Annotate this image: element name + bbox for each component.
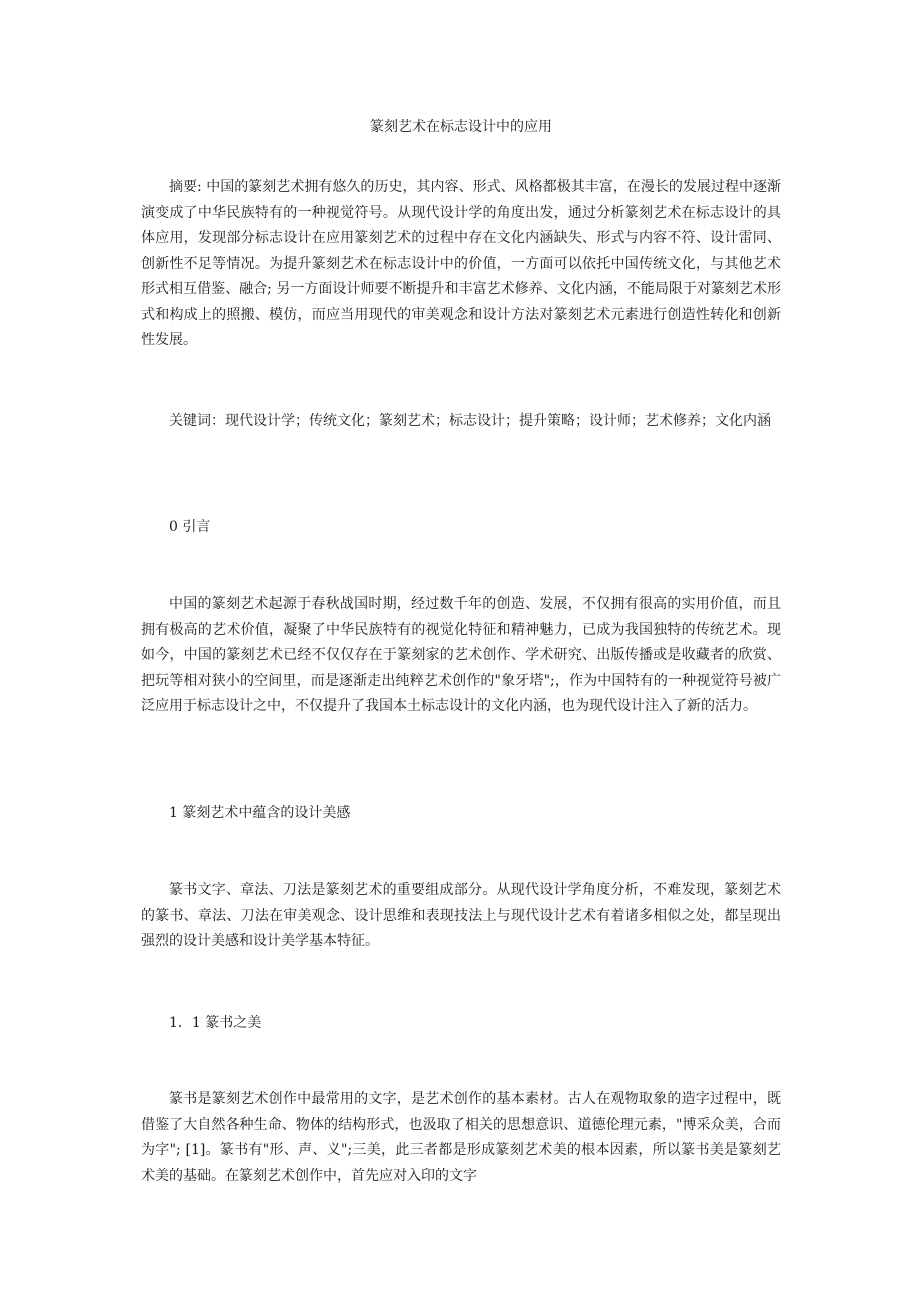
section-heading-intro: 0 引言 xyxy=(169,519,211,535)
keywords-paragraph: 关键词：现代设计学；传统文化；篆刻艺术；标志设计；提升策略；设计师；艺术修养；文化内涵 xyxy=(169,413,771,429)
document-title: 篆刻艺术在标志设计中的应用 xyxy=(370,119,552,135)
section-paragraph-1: 篆书文字、章法、刀法是篆刻艺术的重要组成部分。从现代设计学角度分析，不难发现，篆刻艺术的篆书、章法、刀法在审美观念、设计思维和表现技法上与现代设计艺术有着诸多相似之处，都呈现出强烈的设计美感和设计美学基本特征。 xyxy=(141,882,781,949)
section-paragraph-1-1: 篆书是篆刻艺术创作中最常用的文字，是艺术创作的基本素材。古人在观物取象的造字过程中，既借鉴了大自然各种生命、物体的结构形式，也汲取了相关的思想意识、道德伦理元素，"博采众美，合而为字"; [1]。篆书有"形、声、义";三美，此三者都是形成篆刻艺术美的根本因素，所以篆书美是篆刻艺术美的基础。在篆刻艺术创作中，首先应对入印的文字 xyxy=(141,1091,781,1184)
section-heading-1: 1 篆刻艺术中蕴含的设计美感 xyxy=(169,805,351,821)
section-paragraph-intro: 中国的篆刻艺术起源于春秋战国时期，经过数千年的创造、发展，不仅拥有很高的实用价值，而且拥有极高的艺术价值，凝聚了中华民族特有的视觉化特征和精神魅力，已成为我国独特的传统艺术。现如今，中国的篆刻艺术已经不仅仅存在于篆刻家的艺术创作、学术研究、出版传播或是收藏者的欣赏、把玩等相对狭小的空间里，而是逐渐走出纯粹艺术创作的"象牙塔";，作为中国特有的一种视觉符号被广泛应用于标志设计之中，不仅提升了我国本土标志设计的文化内涵，也为现代设计注入了新的活力。 xyxy=(141,596,781,714)
abstract-paragraph: 摘要: 中国的篆刻艺术拥有悠久的历史，其内容、形式、风格都极其丰富，在漫长的发展过程中逐渐演变成了中华民族特有的一种视觉符号。从现代设计学的角度出发，通过分析篆刻艺术在标志设计的具体应用，发现部分标志设计在应用篆刻艺术的过程中存在文化内涵缺失、形式与内容不符、设计雷同、创新性不足等情况。为提升篆刻艺术在标志设计中的价值，一方面可以依托中国传统文化，与其他艺术形式相互借鉴、融合; 另一方面设计师要不断提升和丰富艺术修养、文化内涵，不能局限于对篆刻艺术形式和构成上的照搬、模仿，而应当用现代的审美观念和设计方法对篆刻艺术元素进行创造性转化和创新性发展。 xyxy=(141,179,781,348)
section-heading-1-1: 1．1 篆书之美 xyxy=(169,1015,262,1031)
